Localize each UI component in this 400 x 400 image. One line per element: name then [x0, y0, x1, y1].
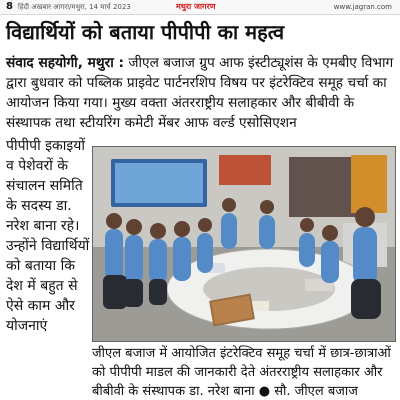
photo-caption: जीएल बजाज में आयोजित इंटरेक्टिव समूह चर्चा में छात्र-छात्राओं को पीपीपी माडल की जानकारी देते अंतरराष्ट्रीय सलाहकार और बीबीवी के संस्थापक डा. नरेश बाना ● सौ. जीएल बजाज: [92, 346, 391, 399]
page-number: 8: [6, 1, 13, 12]
article-headline: विद्यार्थियों को बताया पीपीपी का महत्व: [6, 20, 285, 44]
edition-line: हिंदी अखबार आगरा/मथुरा, 14 मार्च 2023: [18, 3, 131, 11]
article-intro-text: जीएल बजाज ग्रुप आफ इंस्टीट्यूशंस के एमबीए विभाग द्वारा बुधवार को पब्लिक प्राइवेट पार्टनरशिप विषय पर इंटरेक्टिव समूह चर्चा का आयोजन किया गया। मुख्य वक्ता अंतरराष्ट्रीय सलाहकार और बीबीवी के संस्थापक तथा स्टीयरिंग कमेटी मेंबर आफ वर्ल्ड एसोसिएशन: [6, 55, 394, 131]
news-photo: [92, 146, 396, 342]
classroom-photo: [93, 147, 395, 341]
article-intro: [6, 53, 396, 133]
website: www.jagran.com: [333, 3, 392, 11]
article-left-column: पीपीपी इकाइयों व पेशेवरों के संचालन समिति के सदस्य डा. नरेश बाना रहे। उन्होंने विद्यार्थियों को बताया कि देश में बहुत से ऐसे काम और योजनाएं: [6, 138, 90, 334]
page-header-strip: [0, 0, 400, 15]
masthead: मथुरा जागरण: [176, 2, 216, 11]
article-byline: संवाद सहयोगी, मथुरा :: [6, 55, 124, 71]
